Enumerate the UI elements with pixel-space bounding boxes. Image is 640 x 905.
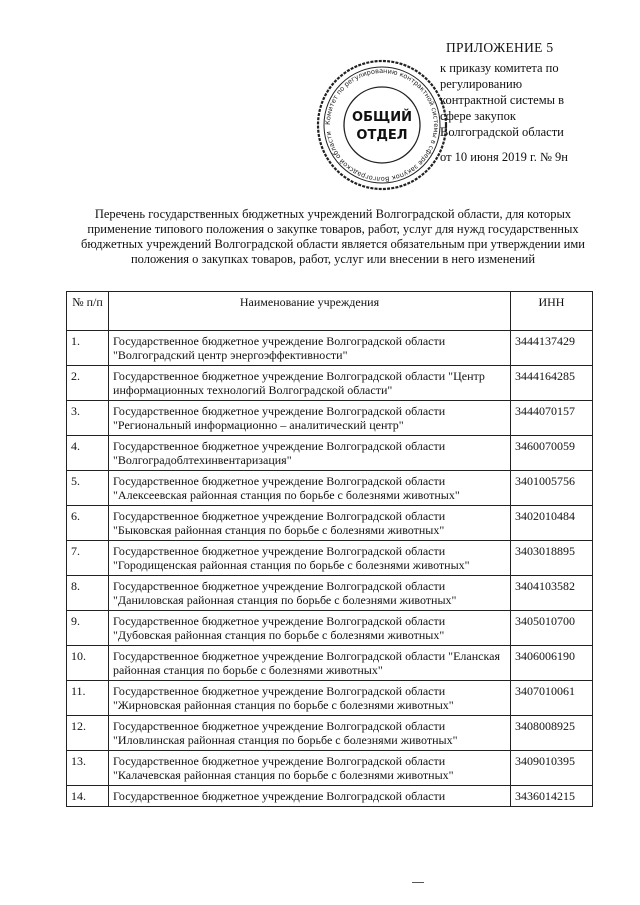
- table-header-row: [67, 292, 593, 331]
- institution-name: Государственное бюджетное учреждение Волгоградской области "Калачевская районная станция по борьбе с болезнями животных": [109, 751, 511, 786]
- appendix-title: ПРИЛОЖЕНИЕ 5: [446, 40, 554, 55]
- table-row: [67, 436, 593, 471]
- institution-name: Государственное бюджетное учреждение Волгоградской области "Дубовская районная станция по борьбе с болезнями животных": [109, 611, 511, 646]
- table-row: [67, 331, 593, 366]
- table-row: [67, 751, 593, 786]
- institution-inn: 3444070157: [510, 401, 592, 436]
- institution-name: Государственное бюджетное учреждение Волгоградской области: [109, 786, 511, 807]
- institution-name: Государственное бюджетное учреждение Волгоградской области "Жирновская районная станция по борьбе с болезнями животных": [109, 681, 511, 716]
- header-inn: ИНН: [510, 292, 592, 331]
- row-number: 9.: [67, 611, 109, 646]
- institution-inn: 3404103582: [510, 576, 592, 611]
- header-name: Наименование учреждения: [109, 292, 511, 331]
- institution-inn: 3444137429: [510, 331, 592, 366]
- institution-inn: 3436014215: [510, 786, 592, 807]
- order-ref-line: сфере закупок: [440, 109, 516, 123]
- stamp-ring-textpath: Комитет по регулированию контрактной системы в сфере закупок Волгоградской области: [323, 66, 441, 184]
- row-number: 10.: [67, 646, 109, 681]
- institution-name: Государственное бюджетное учреждение Волгоградской области "Алексеевская районная станция по борьбе с болезнями животных": [109, 471, 511, 506]
- stamp-center-line1: ОБЩИЙ: [352, 110, 412, 125]
- table-row: [67, 681, 593, 716]
- row-number: 8.: [67, 576, 109, 611]
- order-ref-line: регулированию: [440, 77, 523, 91]
- row-number: 4.: [67, 436, 109, 471]
- table-row: [67, 541, 593, 576]
- order-ref-line: контрактной системы в: [440, 93, 565, 107]
- institution-inn: 3405010700: [510, 611, 592, 646]
- general-department-stamp: [312, 55, 452, 195]
- page-footer-mark: [412, 882, 424, 883]
- table-row: [67, 401, 593, 436]
- order-ref-line: Волгоградской области: [440, 125, 564, 139]
- row-number: 13.: [67, 751, 109, 786]
- institution-name: Государственное бюджетное учреждение Волгоградской области "Городищенская районная станция по борьбе с болезнями животных": [109, 541, 511, 576]
- institutions-table: [66, 291, 593, 807]
- institution-inn: 3444164285: [510, 366, 592, 401]
- table-row: [67, 786, 593, 807]
- institution-inn: 3402010484: [510, 506, 592, 541]
- institution-inn: 3408008925: [510, 716, 592, 751]
- row-number: 5.: [67, 471, 109, 506]
- institution-name: Государственное бюджетное учреждение Волгоградской области "Даниловская районная станция по борьбе с болезнями животных": [109, 576, 511, 611]
- row-number: 1.: [67, 331, 109, 366]
- table-row: [67, 611, 593, 646]
- institution-inn: 3460070059: [510, 436, 592, 471]
- stamp-outer-ring: [318, 61, 446, 189]
- order-ref-line: к приказу комитета по: [440, 61, 559, 75]
- table-row: [67, 471, 593, 506]
- institution-name: Государственное бюджетное учреждение Волгоградской области "Волгоградоблтехинвентаризация": [109, 436, 511, 471]
- institution-inn: 3403018895: [510, 541, 592, 576]
- row-number: 11.: [67, 681, 109, 716]
- list-heading: Перечень государственных бюджетных учреждений Волгоградской области, для которых применение типового положения о закупке товаров, работ, услуг для нужд государственных бюджетных учреждений Волгоградской области является обязательным при утверждении ими положения о закупках товаров, работ, услуг или внесении в него изменений: [81, 207, 585, 266]
- row-number: 6.: [67, 506, 109, 541]
- institution-name: Государственное бюджетное учреждение Волгоградской области "Центр информационных технологий Волгоградской области": [109, 366, 511, 401]
- row-number: 14.: [67, 786, 109, 807]
- institution-name: Государственное бюджетное учреждение Волгоградской области "Региональный информационно – аналитический центр": [109, 401, 511, 436]
- order-reference: [440, 60, 600, 140]
- institution-name: Государственное бюджетное учреждение Волгоградской области "Еланская районная станция по борьбе с болезнями животных": [109, 646, 511, 681]
- table-row: [67, 646, 593, 681]
- institution-name: Государственное бюджетное учреждение Волгоградской области "Быковская районная станция по борьбе с болезнями животных": [109, 506, 511, 541]
- institution-inn: 3407010061: [510, 681, 592, 716]
- institution-name: Государственное бюджетное учреждение Волгоградской области "Иловлинская районная станция по борьбе с болезнями животных": [109, 716, 511, 751]
- institution-inn: 3401005756: [510, 471, 592, 506]
- header-num: № п/п: [67, 292, 109, 331]
- stamp-inner-ring: [344, 87, 420, 163]
- table-row: [67, 576, 593, 611]
- institution-name: Государственное бюджетное учреждение Волгоградской области "Волгоградский центр энергоэффективности": [109, 331, 511, 366]
- row-number: 3.: [67, 401, 109, 436]
- institution-inn: 3409010395: [510, 751, 592, 786]
- row-number: 2.: [67, 366, 109, 401]
- row-number: 12.: [67, 716, 109, 751]
- table-row: [67, 506, 593, 541]
- table-row: [67, 716, 593, 751]
- order-date: от 10 июня 2019 г. № 9н: [440, 150, 568, 164]
- stamp-center-line2: ОТДЕЛ: [356, 128, 408, 143]
- row-number: 7.: [67, 541, 109, 576]
- institution-inn: 3406006190: [510, 646, 592, 681]
- table-row: [67, 366, 593, 401]
